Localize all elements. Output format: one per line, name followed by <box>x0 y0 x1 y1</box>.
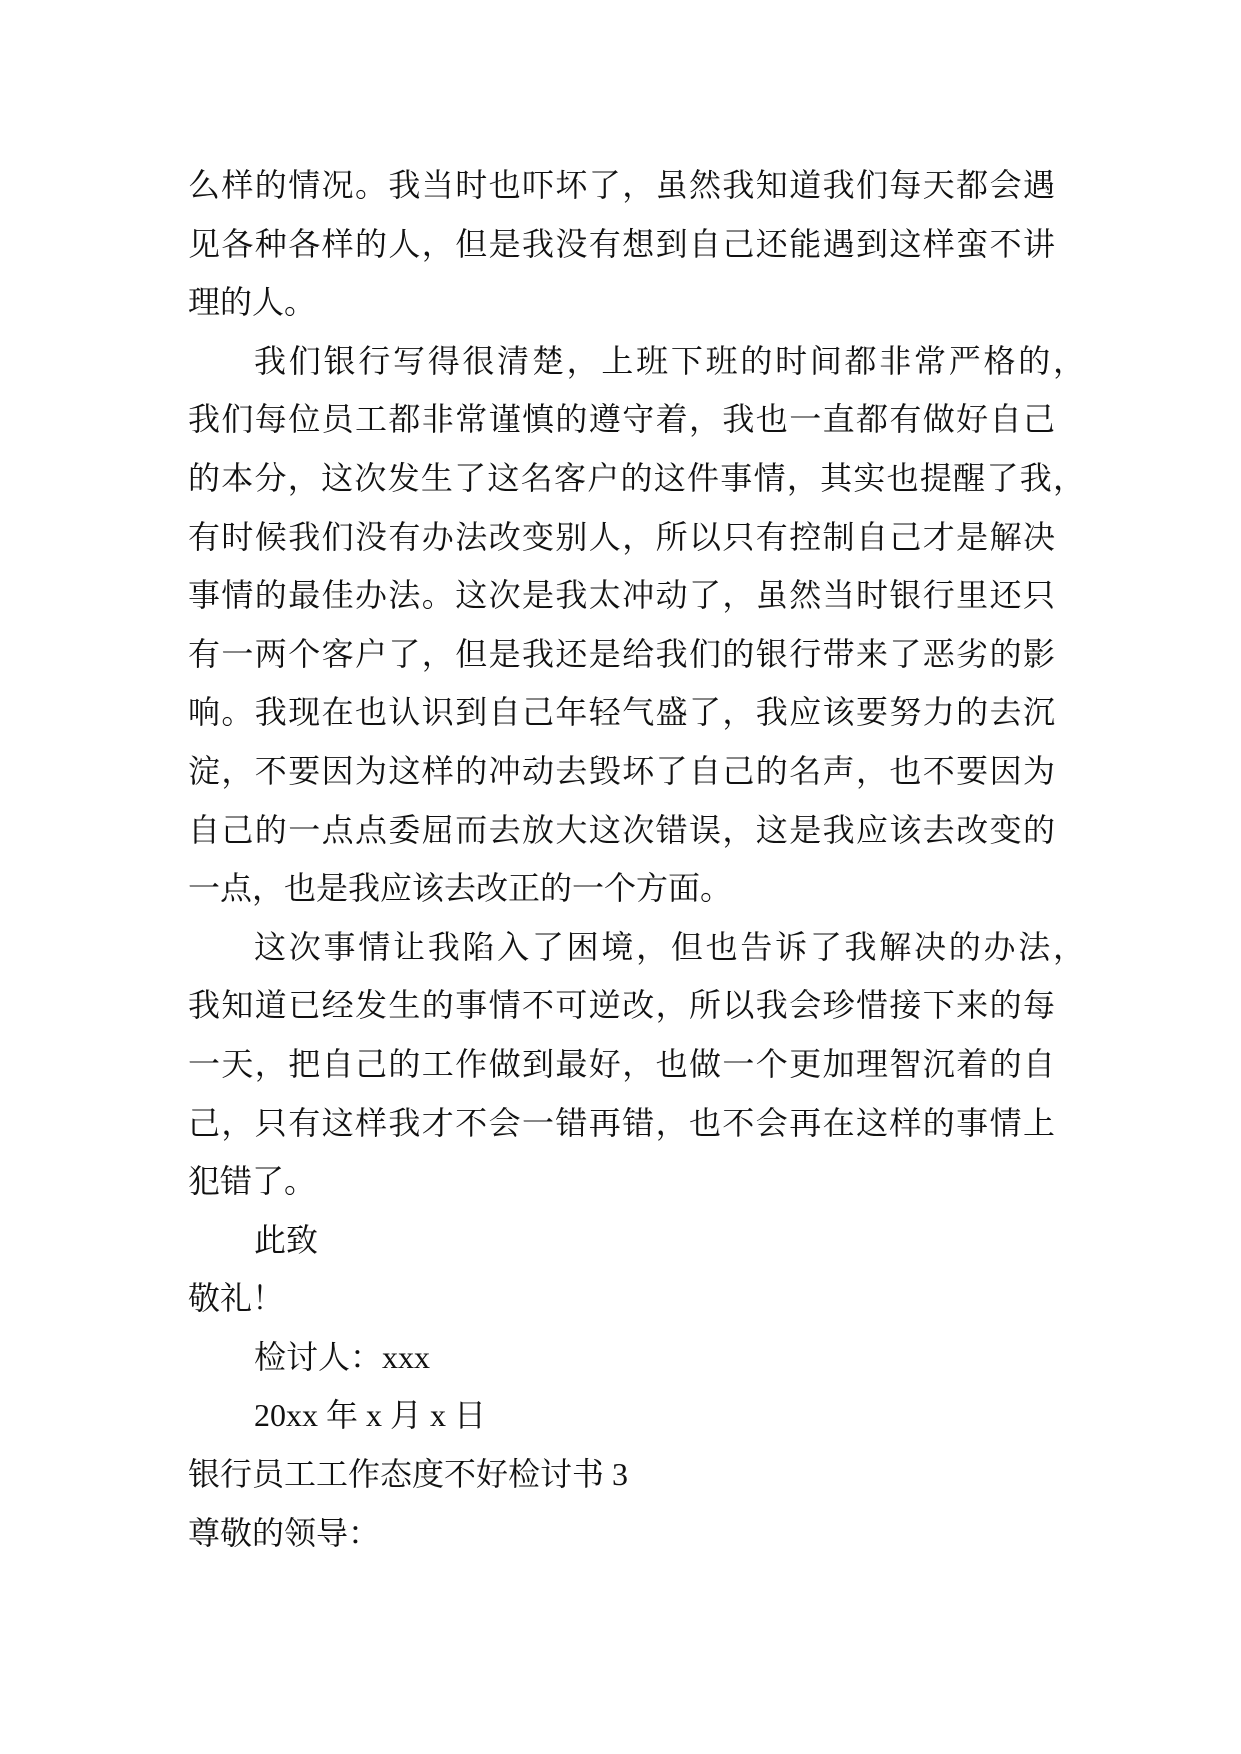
text-line: 我知道已经发生的事情不可逆改，所以我会珍惜接下来的每 <box>188 987 1055 1024</box>
text-line: 么样的情况。我当时也吓坏了，虽然我知道我们每天都会遇 <box>188 167 1055 203</box>
signature-line: 检讨人：xxx <box>254 1338 431 1375</box>
next-document-title: 银行员工工作态度不好检讨书 3 <box>188 1456 629 1493</box>
text-line: 有一两个客户了，但是我还是给我们的银行带来了恶劣的影 <box>188 635 1055 672</box>
text-line: 理的人。 <box>188 284 317 321</box>
text-line: 一天，把自己的工作做到最好，也做一个更加理智沉着的自 <box>188 1045 1055 1082</box>
text-line: 犯错了。 <box>188 1163 317 1200</box>
paragraph <box>188 332 1085 918</box>
paragraph <box>188 156 1055 332</box>
text-line: 事情的最佳办法。这次是我太冲动了，虽然当时银行里还只 <box>188 577 1055 614</box>
text-line: 淀，不要因为这样的冲动去毁坏了自己的名声，也不要因为 <box>188 752 1055 789</box>
text-line: 的本分，这次发生了这名客户的这件事情，其实也提醒了我， <box>188 459 1085 496</box>
salutation-line: 敬礼！ <box>188 1280 285 1317</box>
next-document-greeting: 尊敬的领导： <box>188 1514 381 1551</box>
closing-line: 此致 <box>254 1221 319 1258</box>
text-line: 有时候我们没有办法改变别人，所以只有控制自己才是解决 <box>188 518 1055 555</box>
text-line: 自己的一点点委屈而去放大这次错误，这是我应该去改变的 <box>188 811 1055 848</box>
text-line: 一点，也是我应该去改正的一个方面。 <box>188 870 733 907</box>
text-line: 响。我现在也认识到自己年轻气盛了，我应该要努力的去沉 <box>188 694 1055 731</box>
text-line: 这次事情让我陷入了困境，但也告诉了我解决的办法， <box>254 928 1085 965</box>
paragraph <box>188 918 1085 1211</box>
date-line: 20xx 年 x 月 x 日 <box>254 1397 487 1434</box>
text-line: 己，只有这样我才不会一错再错，也不会再在这样的事情上 <box>188 1104 1055 1141</box>
text-line: 我们每位员工都非常谨慎的遵守着，我也一直都有做好自己 <box>188 401 1055 438</box>
text-line: 我们银行写得很清楚，上班下班的时间都非常严格的， <box>254 342 1085 379</box>
text-line: 见各种各样的人，但是我没有想到自己还能遇到这样蛮不讲 <box>188 225 1055 262</box>
document-body <box>188 156 1085 1562</box>
